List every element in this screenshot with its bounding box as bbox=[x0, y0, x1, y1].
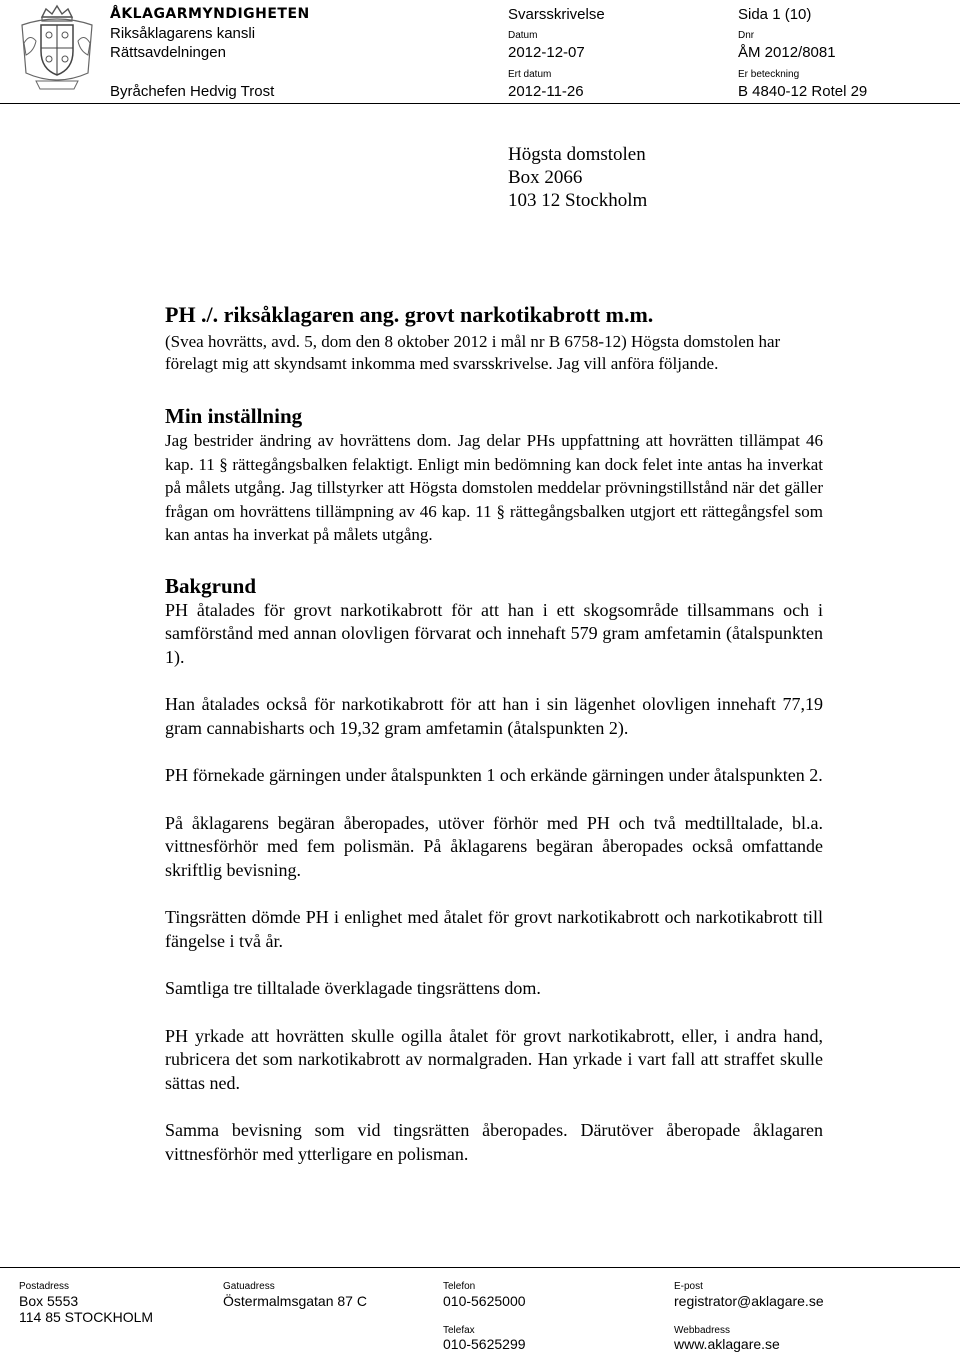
intro-paragraph: (Svea hovrätts, avd. 5, dom den 8 oktober 2012 i mål nr B 6758-12) Högsta domstolen har förelagt mig att skyndsamt inkomma med svarsskrivelse. Jag vill anföra följande. bbox=[165, 332, 781, 373]
section-heading-position: Min inställning bbox=[165, 404, 303, 428]
document-type: Svarsskrivelse bbox=[508, 6, 605, 23]
webbadress-link[interactable]: www.aklagare.se bbox=[674, 1336, 780, 1352]
footer-divider bbox=[0, 1267, 960, 1268]
unit-line-2: Rättsavdelningen bbox=[110, 44, 226, 61]
case-title: PH ./. riksåklagaren ang. grovt narkotikabrott m.m. bbox=[165, 302, 654, 327]
dnr-label: Dnr bbox=[738, 30, 755, 41]
date-label: Datum bbox=[508, 30, 538, 41]
ert-datum-label: Ert datum bbox=[508, 69, 552, 80]
body-paragraph: PH åtalades för grovt narkotikabrott för att han i ett skogsområde tillsammans och i samförstånd med annan olovligen förvarat och innehaft 579 gram amfetamin (åtalspunkten 1). bbox=[165, 599, 823, 667]
ert-datum-value: 2012-11-26 bbox=[508, 83, 584, 100]
webbadress-label: Webbadress bbox=[674, 1325, 730, 1336]
handler-name: Byråchefen Hedvig Trost bbox=[110, 83, 275, 100]
dnr-value: ÅM 2012/8081 bbox=[738, 44, 836, 61]
epost-link[interactable]: registrator@aklagare.se bbox=[674, 1293, 824, 1309]
page-number: Sida 1 (10) bbox=[738, 6, 812, 23]
recipient-line-3: 103 12 Stockholm bbox=[508, 190, 648, 211]
er-beteckning-label: Er beteckning bbox=[738, 69, 800, 80]
body-paragraph: Tingsrätten dömde PH i enlighet med åtalet för grovt narkotikabrott och narkotikabrott till fängelse i två år. bbox=[165, 907, 823, 951]
er-beteckning-value: B 4840-12 Rotel 29 bbox=[738, 83, 868, 100]
body-paragraph: På åklagarens begäran åberopades, utöver förhör med PH och två medtilltalade, bl.a. vittnesförhör med fem polismän. På åklagarens begäran åberopades också omfattande skriftlig bevisning. bbox=[165, 812, 823, 880]
telefax-label: Telefax bbox=[443, 1325, 475, 1336]
telefax-value: 010-5625299 bbox=[443, 1336, 526, 1352]
date-value: 2012-12-07 bbox=[508, 44, 585, 61]
body-paragraph: PH förnekade gärningen under åtalspunkten 1 och erkände gärningen under åtalspunkten 2. bbox=[165, 765, 823, 785]
recipient-line-1: Högsta domstolen bbox=[508, 144, 646, 165]
org-name: ÅKLAGARMYNDIGHETEN bbox=[110, 6, 310, 22]
section-heading-background: Bakgrund bbox=[165, 573, 257, 598]
letter-body bbox=[165, 302, 823, 1166]
unit-line-1: Riksåklagarens kansli bbox=[110, 25, 256, 42]
body-paragraph: Samtliga tre tilltalade överklagade tingsrättens dom. bbox=[165, 978, 541, 998]
body-paragraph: PH yrkade att hovrätten skulle ogilla åtalet för grovt narkotikabrott, eller, i andra hand, rubricera det som narkotikabrott av normalgraden. Han yrkade i vart fall att straffet skulle sättas ned. bbox=[165, 1025, 823, 1093]
section-text-position: Jag bestrider ändring av hovrättens dom. Jag delar PHs uppfattning att hovrätten tillämpat 46 kap. 11 § rättegångsbalken felaktigt. Enligt min bedömning kan dock felet inte antas ha inverkat på målets utgång. Jag tillstyrker att Högsta domstolen meddelar prövningstillstånd när det gäller frågan om hovrättens tillämpning av 46 kap. 11 § rättegångsbalken utgjort ett rättegångsfel som kan antas ha inverkat på målets utgång. bbox=[165, 431, 823, 544]
body-paragraph: Samma bevisning som vid tingsrätten åberopades. Därutöver åberopade åklagaren vittnesförhör med ytterligare en polisman. bbox=[165, 1120, 823, 1164]
body-paragraph: Han åtalades också för narkotikabrott för att han i sin lägenhet olovligen innehaft 77,19 gram cannabisharts och 19,32 gram amfetamin (åtalspunkten 2). bbox=[165, 694, 823, 738]
gatuadress-value: Östermalmsgatan 87 C bbox=[223, 1293, 367, 1309]
postadress-line-1: Box 5553 bbox=[19, 1293, 79, 1309]
gatuadress-label: Gatuadress bbox=[223, 1281, 275, 1292]
postadress-label: Postadress bbox=[19, 1281, 70, 1292]
telefon-value: 010-5625000 bbox=[443, 1293, 526, 1309]
postadress-line-2: 114 85 STOCKHOLM bbox=[19, 1309, 154, 1325]
recipient-line-2: Box 2066 bbox=[508, 167, 583, 188]
telefon-label: Telefon bbox=[443, 1281, 476, 1292]
header-divider bbox=[0, 103, 960, 104]
coat-of-arms-logo bbox=[14, 3, 100, 93]
epost-label: E-post bbox=[674, 1281, 703, 1292]
